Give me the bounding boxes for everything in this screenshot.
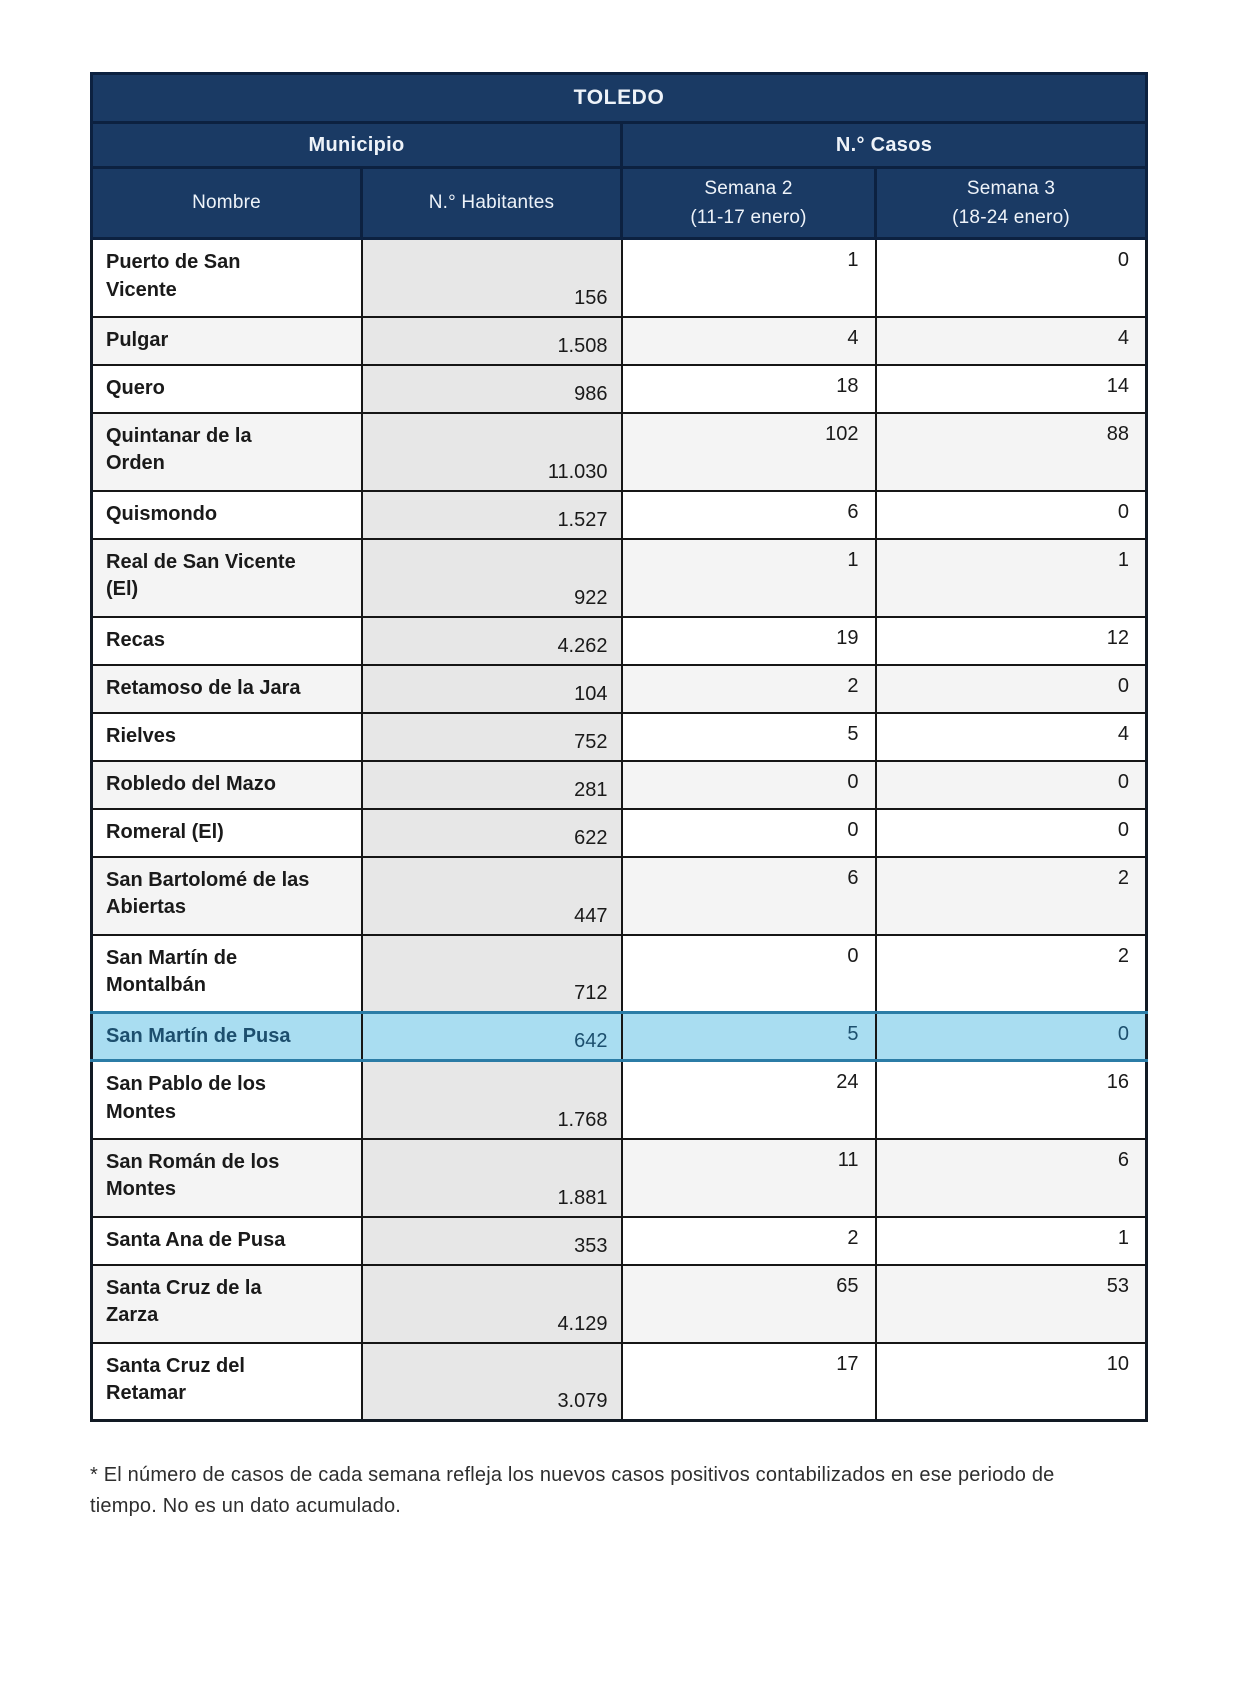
semana3-value: 4 bbox=[876, 317, 1147, 365]
table-title: TOLEDO bbox=[92, 74, 1147, 123]
municipality-name: Quintanar de la Orden bbox=[106, 424, 252, 475]
municipality-name-cell bbox=[92, 1343, 362, 1421]
semana2-value: 24 bbox=[622, 1061, 876, 1139]
column-header-semana3 bbox=[876, 168, 1147, 239]
municipality-name: Real de San Vicente (El) bbox=[106, 550, 296, 601]
municipality-name: Romeral (El) bbox=[106, 820, 224, 843]
semana2-value: 0 bbox=[622, 809, 876, 857]
municipality-name: Santa Ana de Pusa bbox=[106, 1228, 286, 1251]
semana3-value: 1 bbox=[876, 539, 1147, 617]
municipality-name-cell bbox=[92, 317, 362, 365]
habitantes-value: 986 bbox=[362, 365, 622, 413]
semana3-value: 6 bbox=[876, 1139, 1147, 1217]
table-row bbox=[92, 1265, 1147, 1343]
municipality-name-cell bbox=[92, 1217, 362, 1265]
municipality-name: Puerto de San Vicente bbox=[106, 251, 241, 301]
table-row bbox=[92, 539, 1147, 617]
semana2-value: 102 bbox=[622, 413, 876, 491]
toledo-cases-table bbox=[90, 72, 1148, 1422]
habitantes-value: 922 bbox=[362, 539, 622, 617]
column-header-habitantes: N.° Habitantes bbox=[362, 168, 622, 239]
habitantes-value: 712 bbox=[362, 935, 622, 1013]
municipality-name-cell bbox=[92, 365, 362, 413]
habitantes-value: 156 bbox=[362, 239, 622, 317]
semana3-value: 0 bbox=[876, 1013, 1147, 1061]
municipality-name-cell bbox=[92, 857, 362, 935]
habitantes-value: 11.030 bbox=[362, 413, 622, 491]
table-row bbox=[92, 713, 1147, 761]
municipality-name-cell bbox=[92, 239, 362, 317]
semana2-value: 1 bbox=[622, 539, 876, 617]
semana3-value: 4 bbox=[876, 713, 1147, 761]
group-header-row bbox=[92, 123, 1147, 168]
municipality-name-cell bbox=[92, 1265, 362, 1343]
municipality-name: Recas bbox=[106, 628, 165, 651]
semana2-label: Semana 2 bbox=[704, 177, 793, 199]
table-row bbox=[92, 617, 1147, 665]
habitantes-value: 447 bbox=[362, 857, 622, 935]
table-row bbox=[92, 1217, 1147, 1265]
habitantes-value: 353 bbox=[362, 1217, 622, 1265]
semana2-value: 5 bbox=[622, 713, 876, 761]
habitantes-value: 1.508 bbox=[362, 317, 622, 365]
semana2-value: 0 bbox=[622, 761, 876, 809]
title-row bbox=[92, 74, 1147, 123]
municipality-name: San Román de los Montes bbox=[106, 1150, 280, 1201]
municipality-name: San Bartolomé de las Abiertas bbox=[106, 868, 310, 919]
table-row bbox=[92, 1343, 1147, 1421]
habitantes-value: 1.527 bbox=[362, 491, 622, 539]
semana2-value: 6 bbox=[622, 491, 876, 539]
semana3-value: 0 bbox=[876, 761, 1147, 809]
semana3-dates: (18-24 enero) bbox=[952, 207, 1070, 228]
table-row bbox=[92, 665, 1147, 713]
municipality-name: San Pablo de los Montes bbox=[106, 1073, 267, 1123]
municipality-name-cell bbox=[92, 1061, 362, 1139]
table-row bbox=[92, 1061, 1147, 1139]
semana3-value: 0 bbox=[876, 809, 1147, 857]
municipality-name: Retamoso de la Jara bbox=[106, 676, 301, 699]
semana2-value: 0 bbox=[622, 935, 876, 1013]
semana2-value: 17 bbox=[622, 1343, 876, 1421]
semana3-value: 1 bbox=[876, 1217, 1147, 1265]
municipality-name-cell bbox=[92, 809, 362, 857]
habitantes-value: 622 bbox=[362, 809, 622, 857]
semana3-value: 10 bbox=[876, 1343, 1147, 1421]
municipality-name-cell bbox=[92, 935, 362, 1013]
habitantes-value: 642 bbox=[362, 1013, 622, 1061]
municipality-name: San Martín de Pusa bbox=[106, 1025, 291, 1047]
table-row bbox=[92, 413, 1147, 491]
habitantes-value: 104 bbox=[362, 665, 622, 713]
municipality-name-cell bbox=[92, 413, 362, 491]
semana3-value: 0 bbox=[876, 239, 1147, 317]
municipality-name-cell bbox=[92, 491, 362, 539]
semana3-value: 0 bbox=[876, 665, 1147, 713]
table-row bbox=[92, 935, 1147, 1013]
municipality-name-cell bbox=[92, 1139, 362, 1217]
habitantes-value: 1.881 bbox=[362, 1139, 622, 1217]
semana2-value: 6 bbox=[622, 857, 876, 935]
municipality-name-cell bbox=[92, 761, 362, 809]
toledo-table-container bbox=[90, 72, 1148, 1422]
municipality-name: Rielves bbox=[106, 724, 177, 747]
table-row bbox=[92, 491, 1147, 539]
semana3-value: 88 bbox=[876, 413, 1147, 491]
table-row bbox=[92, 1139, 1147, 1217]
semana2-value: 1 bbox=[622, 239, 876, 317]
habitantes-value: 1.768 bbox=[362, 1061, 622, 1139]
municipality-name: Pulgar bbox=[106, 328, 169, 351]
habitantes-value: 281 bbox=[362, 761, 622, 809]
municipality-name-cell bbox=[92, 539, 362, 617]
table-row bbox=[92, 317, 1147, 365]
semana3-value: 2 bbox=[876, 857, 1147, 935]
semana2-value: 2 bbox=[622, 1217, 876, 1265]
semana2-value: 4 bbox=[622, 317, 876, 365]
semana3-value: 2 bbox=[876, 935, 1147, 1013]
semana2-value: 65 bbox=[622, 1265, 876, 1343]
table-row bbox=[92, 857, 1147, 935]
semana2-value: 19 bbox=[622, 617, 876, 665]
column-header-semana2 bbox=[622, 168, 876, 239]
table-row bbox=[92, 365, 1147, 413]
semana3-value: 0 bbox=[876, 491, 1147, 539]
semana3-value: 16 bbox=[876, 1061, 1147, 1139]
footnote: * El número de casos de cada semana refleja los nuevos casos positivos contabilizados en ese periodo de tiempo. No es un dato acumulado. bbox=[90, 1464, 1055, 1517]
municipality-name-cell bbox=[92, 665, 362, 713]
municipality-name: Robledo del Mazo bbox=[106, 772, 276, 795]
habitantes-value: 752 bbox=[362, 713, 622, 761]
table-body bbox=[92, 239, 1147, 1421]
municipality-name: Quismondo bbox=[106, 502, 218, 525]
group-header-casos: N.° Casos bbox=[622, 123, 1147, 168]
semana3-label: Semana 3 bbox=[966, 177, 1056, 199]
habitantes-value: 4.262 bbox=[362, 617, 622, 665]
municipality-name-cell bbox=[92, 617, 362, 665]
table-row bbox=[92, 761, 1147, 809]
semana3-value: 12 bbox=[876, 617, 1147, 665]
semana2-value: 5 bbox=[622, 1013, 876, 1061]
table-row bbox=[92, 1013, 1147, 1061]
table-row bbox=[92, 239, 1147, 317]
column-header-nombre: Nombre bbox=[92, 168, 362, 239]
table-row bbox=[92, 809, 1147, 857]
municipality-name: San Martín de Montalbán bbox=[106, 946, 238, 997]
group-header-municipio: Municipio bbox=[92, 123, 622, 168]
habitantes-value: 3.079 bbox=[362, 1343, 622, 1421]
semana3-value: 14 bbox=[876, 365, 1147, 413]
municipality-name: Santa Cruz de la Zarza bbox=[106, 1276, 262, 1327]
semana2-value: 2 bbox=[622, 665, 876, 713]
semana2-dates: (11-17 enero) bbox=[690, 207, 807, 228]
municipality-name: Santa Cruz del Retamar bbox=[106, 1354, 245, 1405]
semana3-value: 53 bbox=[876, 1265, 1147, 1343]
municipality-name: Quero bbox=[106, 376, 165, 399]
column-header-row bbox=[92, 168, 1147, 239]
semana2-value: 18 bbox=[622, 365, 876, 413]
municipality-name-cell bbox=[92, 1013, 362, 1061]
semana2-value: 11 bbox=[622, 1139, 876, 1217]
habitantes-value: 4.129 bbox=[362, 1265, 622, 1343]
table-header bbox=[92, 74, 1147, 239]
municipality-name-cell bbox=[92, 713, 362, 761]
